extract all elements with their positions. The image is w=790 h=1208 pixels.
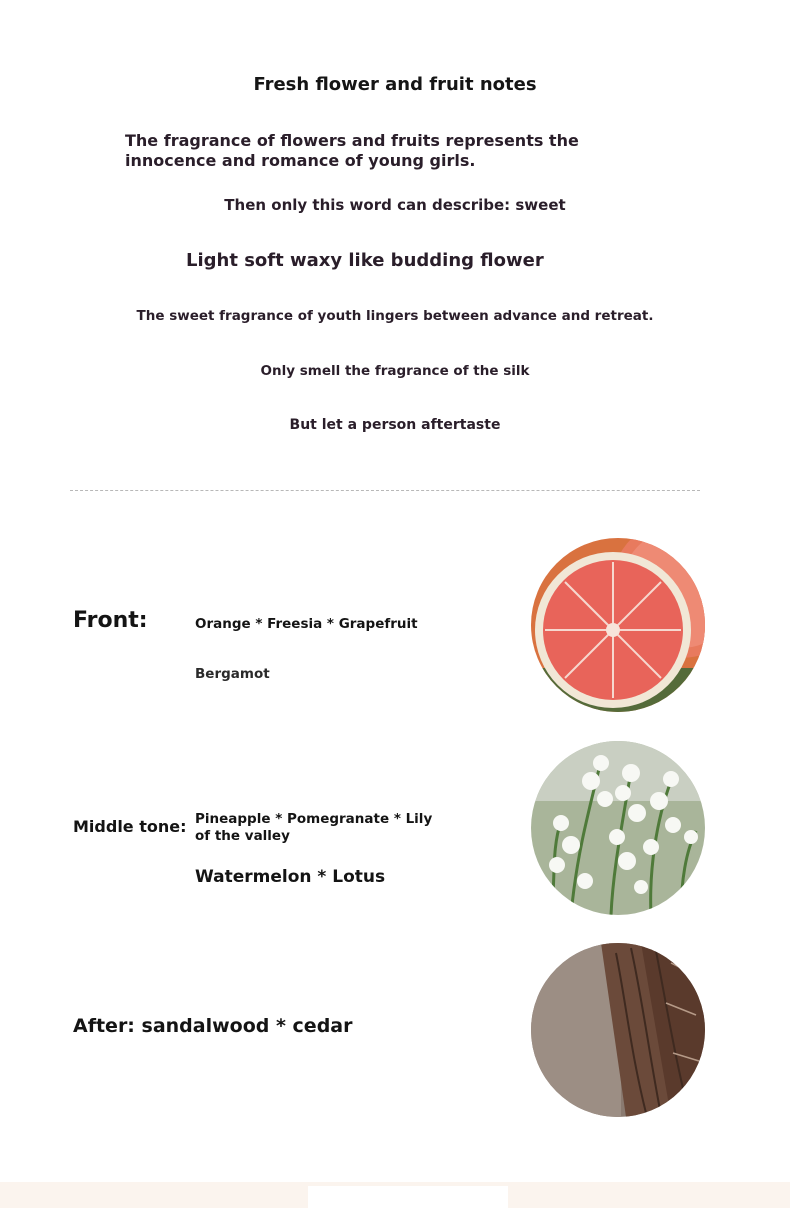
silk-line: Only smell the fragrance of the silk [260, 363, 530, 379]
front-notes-line-2: Bergamot [195, 666, 270, 682]
middle-notes-line-2: Watermelon * Lotus [195, 867, 386, 887]
sandalwood-cedar-image [531, 943, 705, 1117]
section-divider [70, 490, 700, 491]
lily-of-the-valley-image [531, 741, 705, 915]
front-notes-line: Orange * Freesia * Grapefruit [195, 616, 418, 632]
after-notes-label: After: sandalwood * cedar [73, 1015, 353, 1037]
middle-notes-label: Middle tone: [73, 817, 187, 836]
waxy-flower-line: Light soft waxy like budding flower [186, 250, 544, 271]
intro-paragraph: The fragrance of flowers and fruits represents the innocence and romance of young girls. [125, 131, 579, 170]
aftertaste-line: But let a person aftertaste [289, 417, 501, 433]
front-notes-label: Front: [73, 608, 148, 633]
middle-notes-line: Pineapple * Pomegranate * Lily of the valley [195, 811, 433, 844]
sweet-line: Then only this word can describe: sweet [224, 196, 566, 214]
bottom-panel [308, 1186, 508, 1208]
grapefruit-image [531, 538, 705, 712]
youth-fragrance-line: The sweet fragrance of youth lingers between advance and retreat. [136, 308, 654, 324]
section-title: Fresh flower and fruit notes [253, 74, 537, 95]
